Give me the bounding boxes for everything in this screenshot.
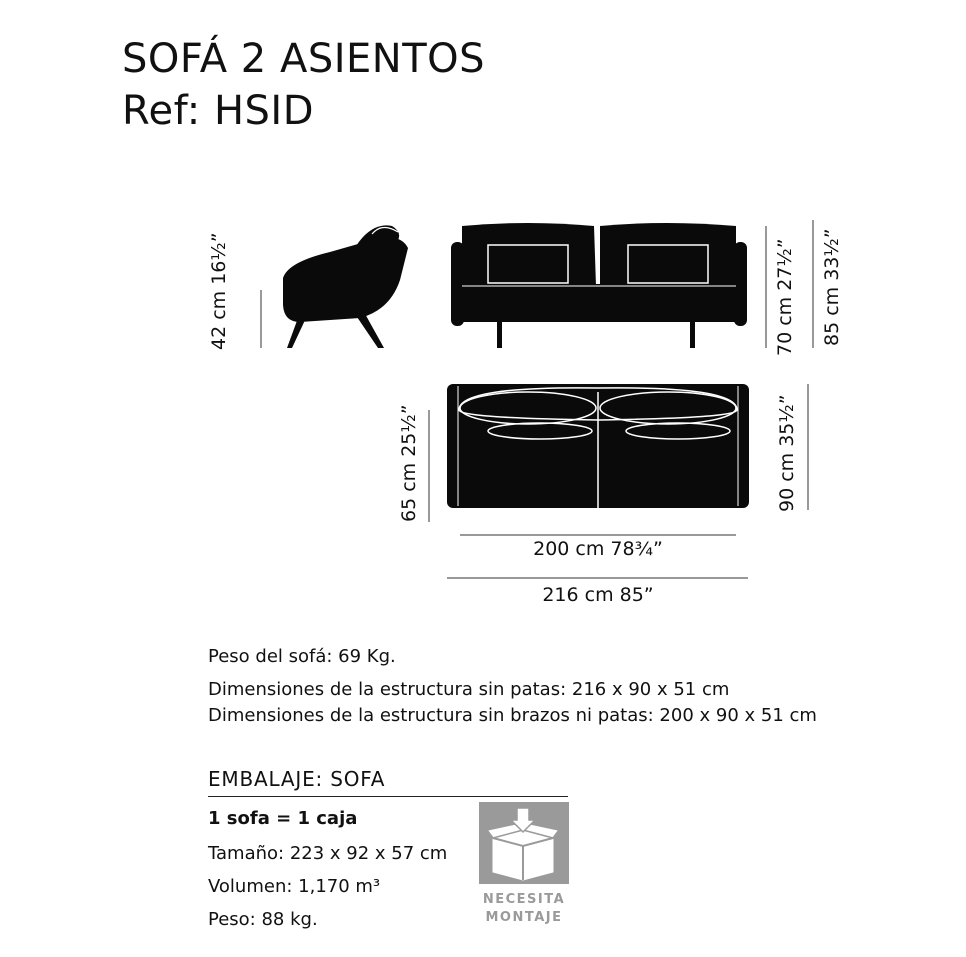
sofa-top-view bbox=[447, 384, 749, 508]
structure-dimensions-no-legs: Dimensiones de la estructura sin patas: 216 x 90 x 51 cm bbox=[208, 679, 730, 700]
total-height-in: 33½” bbox=[821, 228, 843, 281]
packaging-size: Tamaño: 223 x 92 x 57 cm bbox=[208, 843, 448, 864]
seat-height-in: 16½” bbox=[208, 232, 230, 285]
badge-line-1: NECESITA bbox=[482, 892, 566, 907]
back-height-in: 27½” bbox=[774, 238, 796, 291]
total-height-cm: 85 cm bbox=[821, 286, 843, 346]
packaging-divider bbox=[208, 796, 568, 797]
packaging-weight: Peso: 88 kg. bbox=[208, 909, 318, 930]
inner-width-label: 200 cm 78¾” bbox=[533, 538, 663, 560]
total-depth-label bbox=[776, 394, 798, 512]
seat-height-cm: 42 cm bbox=[208, 290, 230, 350]
total-height-label bbox=[821, 228, 843, 346]
back-height-cm: 70 cm bbox=[774, 296, 796, 356]
sofa-weight: Peso del sofá: 69 Kg. bbox=[208, 646, 396, 667]
structure-dimensions-no-arms-no-legs: Dimensiones de la estructura sin brazos ni patas: 200 x 90 x 51 cm bbox=[208, 705, 817, 726]
packaging-title: EMBALAJE: SOFA bbox=[208, 767, 386, 791]
total-width-label: 216 cm 85” bbox=[542, 584, 654, 606]
packaging-boxes: 1 sofa = 1 caja bbox=[208, 808, 358, 829]
seat-depth-label bbox=[398, 404, 420, 522]
total-depth-in: 35½” bbox=[776, 394, 798, 447]
sofa-side-view bbox=[283, 225, 408, 348]
seat-depth-in: 25½” bbox=[398, 404, 420, 457]
packaging-volume: Volumen: 1,170 m³ bbox=[208, 876, 381, 897]
back-height-label bbox=[774, 238, 796, 356]
total-depth-cm: 90 cm bbox=[776, 452, 798, 512]
sofa-front-view bbox=[451, 223, 747, 348]
product-reference: Ref: HSID bbox=[122, 88, 315, 134]
product-title: SOFÁ 2 ASIENTOS bbox=[122, 36, 486, 82]
seat-height-label bbox=[208, 232, 230, 350]
badge-line-2: MONTAJE bbox=[485, 910, 563, 925]
seat-depth-cm: 65 cm bbox=[398, 462, 420, 522]
